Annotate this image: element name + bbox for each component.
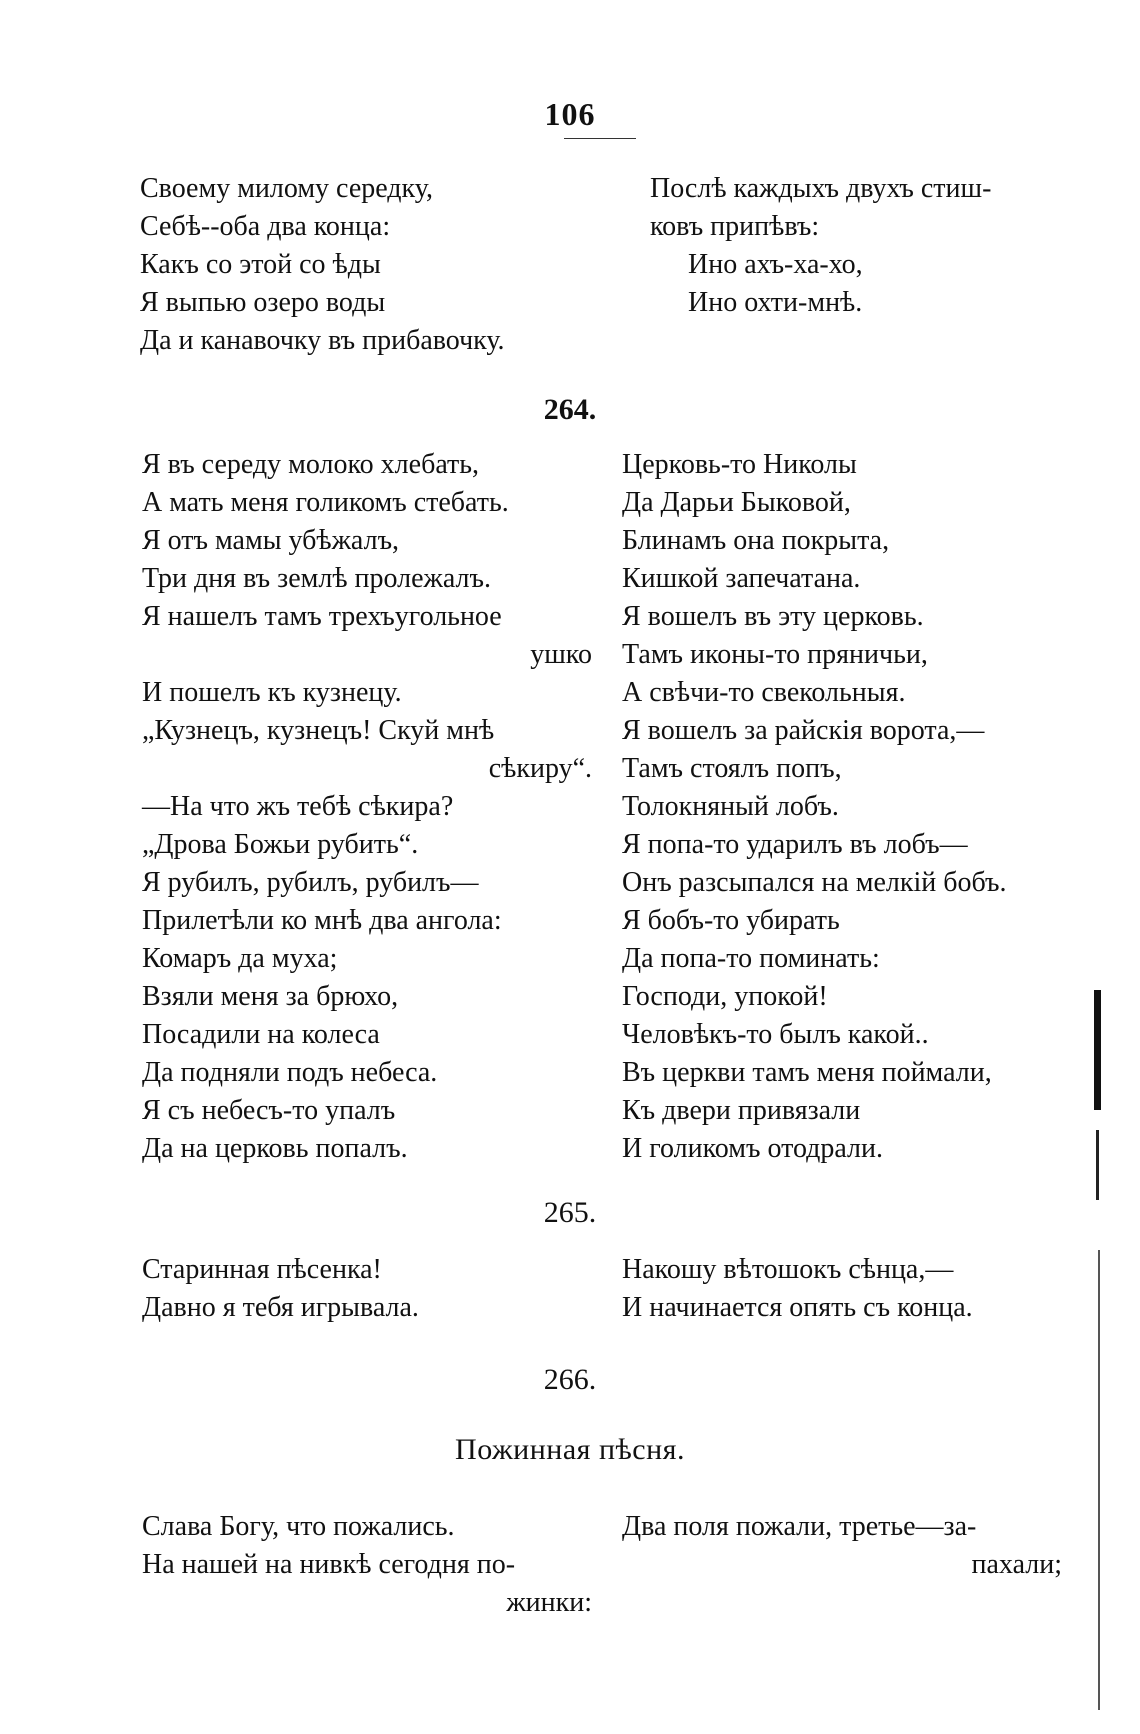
verse-line: Блинамъ она покрыта,	[622, 525, 890, 556]
verse-line: Послѣ каждыхъ двухъ стиш-	[650, 173, 992, 204]
verse-line: сѣкиру“.	[488, 753, 592, 784]
section-264-left-column	[142, 446, 592, 1168]
verse-line: Человѣкъ-то былъ какой..	[622, 1019, 929, 1050]
verse-line: Къ двери привязали	[622, 1095, 861, 1126]
verse-line: Я бобъ-то убирать	[622, 905, 840, 936]
section-265-number: 265.	[543, 1196, 597, 1229]
verse-line: Ино охти-мнѣ.	[688, 287, 863, 318]
verse-line: А мать меня голикомъ стебать.	[142, 487, 509, 518]
verse-line: Старинная пѣсенка!	[142, 1254, 382, 1285]
verse-line: Комаръ да муха;	[142, 943, 338, 974]
verse-line: жинки:	[506, 1587, 592, 1618]
verse-line: Я въ середу молоко хлебать,	[142, 449, 480, 480]
verse-line: пахали;	[971, 1549, 1062, 1580]
section-266-right-column	[622, 1508, 1062, 1584]
verse-line: Взяли меня за брюхо,	[142, 981, 399, 1012]
verse-line: ковъ припѣвъ:	[650, 211, 820, 242]
verse-line: Я попа-то ударилъ въ лобъ—	[622, 829, 968, 860]
verse-line: Давно я тебя игрывала.	[142, 1292, 419, 1323]
verse-line: И голикомъ отодрали.	[622, 1133, 884, 1164]
scan-edge-mark	[1096, 1130, 1099, 1200]
page-number: 106	[544, 96, 596, 132]
verse-line: Три дня въ землѣ пролежалъ.	[142, 563, 492, 594]
verse-line: ушко	[530, 639, 592, 670]
verse-line: Я рубилъ, рубилъ, рубилъ—	[142, 867, 479, 898]
verse-line: „Дрова Божьи рубить“.	[142, 829, 419, 860]
verse-line: На нашей на нивкѣ сегодня по-	[142, 1549, 516, 1580]
verse-line: Посадили на колеса	[142, 1019, 380, 1050]
verse-line: Я нашелъ тамъ трехъугольное	[142, 601, 502, 632]
verse-line: Церковь-то Николы	[622, 449, 857, 480]
verse-line: Толокняный лобъ.	[622, 791, 839, 822]
section-265-left-column	[142, 1251, 592, 1327]
section-264-number: 264.	[543, 393, 597, 426]
section-266-left-column	[142, 1508, 592, 1622]
top-right-column	[650, 170, 1070, 322]
verse-line: Въ церкви тамъ меня поймали,	[622, 1057, 992, 1088]
verse-line: Два поля пожали, третье—за-	[622, 1511, 977, 1542]
section-264-right-column	[622, 446, 1082, 1168]
verse-line: Я отъ мамы убѣжалъ,	[142, 525, 400, 556]
scan-edge-mark	[1094, 990, 1101, 1110]
verse-line: Онъ разсыпался на мелкій бобъ.	[622, 867, 1007, 898]
page-number-rule	[564, 138, 636, 139]
verse-line: А свѣчи-то свекольныя.	[622, 677, 906, 708]
verse-line: Какъ со этой со ѣды	[140, 249, 381, 280]
section-265-right-column	[622, 1251, 1082, 1327]
verse-line: Кишкой запечатана.	[622, 563, 861, 594]
verse-line: Прилетѣли ко мнѣ два ангола:	[142, 905, 502, 936]
verse-line: Себѣ--оба два конца:	[140, 211, 391, 242]
scan-edge-line	[1098, 1250, 1100, 1710]
verse-line: И начинается опять съ конца.	[622, 1292, 973, 1323]
top-left-column	[140, 170, 590, 360]
verse-line: Да подняли подъ небеса.	[142, 1057, 438, 1088]
verse-line: Ино ахъ-ха-хо,	[688, 249, 863, 280]
verse-line: Я вошелъ въ эту церковь.	[622, 601, 924, 632]
verse-line: Да Дарьи Быковой,	[622, 487, 851, 518]
verse-line: Да и канавочку въ прибавочку.	[140, 325, 505, 356]
verse-line: Тамъ иконы-то пряничьи,	[622, 639, 928, 670]
verse-line: Я вошелъ за райскія ворота,—	[622, 715, 985, 746]
verse-line: Я съ небесъ-то упалъ	[142, 1095, 396, 1126]
verse-line: Я выпью озеро воды	[140, 287, 386, 318]
verse-line: И пошелъ къ кузнецу.	[142, 677, 402, 708]
verse-line: Тамъ стоялъ попъ,	[622, 753, 842, 784]
section-266-number: 266.	[543, 1363, 597, 1396]
verse-line: Накошу вѣтошокъ сѣнца,—	[622, 1254, 954, 1285]
verse-line: Да попа-то поминать:	[622, 943, 880, 974]
section-266-title: Пожинная пѣсня.	[455, 1433, 685, 1466]
verse-line: „Кузнецъ, кузнецъ! Скуй мнѣ	[142, 715, 495, 746]
verse-line: Господи, упокой!	[622, 981, 828, 1012]
verse-line: Да на церковь попалъ.	[142, 1133, 408, 1164]
verse-line: Слава Богу, что пожались.	[142, 1511, 455, 1542]
verse-line: —На что жъ тебѣ сѣкира?	[142, 791, 454, 822]
verse-line: Своему милому середку,	[140, 173, 433, 204]
